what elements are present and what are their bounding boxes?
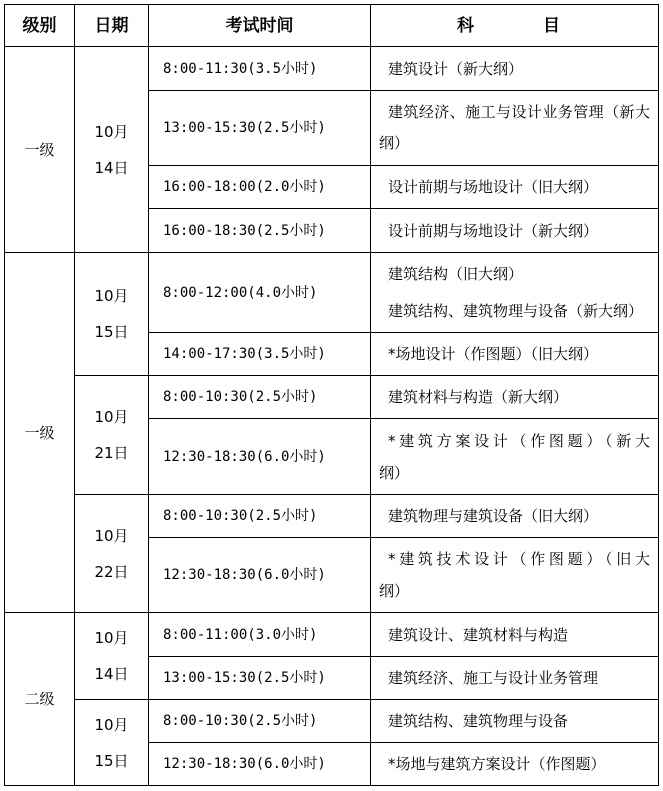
subject-cell bbox=[371, 743, 658, 785]
subject-text-line: 建筑结构、建筑物理与设备（新大纲） bbox=[388, 301, 644, 320]
subject-cell bbox=[371, 253, 658, 332]
date-cell bbox=[75, 47, 148, 252]
subject-text-line: 纲） bbox=[379, 582, 410, 600]
exam-time-cell: 8:00-10:30(2.5小时) bbox=[163, 713, 318, 729]
date-day: 15日 bbox=[94, 751, 129, 770]
header-subject-left: 科 bbox=[457, 15, 474, 36]
table-border-right bbox=[658, 4, 659, 786]
subject-text: 建筑结构、建筑物理与设备 bbox=[388, 712, 569, 730]
exam-time-cell: 8:00-11:30(3.5小时) bbox=[163, 60, 318, 77]
subject-text: 设计前期与场地设计（旧大纲） bbox=[388, 178, 599, 196]
level-cell: 二级 bbox=[24, 690, 55, 708]
subject-cell bbox=[371, 538, 658, 612]
subject-text: 设计前期与场地设计（新大纲） bbox=[388, 221, 599, 240]
subject-cell bbox=[371, 166, 658, 208]
subject-cell bbox=[371, 376, 658, 418]
date-month: 10月 bbox=[94, 408, 129, 426]
date-cell bbox=[75, 613, 148, 699]
subject-cell bbox=[371, 700, 658, 742]
header-subject-right: 目 bbox=[543, 15, 560, 36]
table-border-bottom bbox=[4, 785, 659, 786]
exam-time-cell: 14:00-17:30(3.5小时) bbox=[163, 346, 326, 362]
exam-time-cell: 12:30-18:30(6.0小时) bbox=[163, 448, 326, 465]
level-cell: 一级 bbox=[24, 423, 55, 442]
subject-text: *场地设计（作图题）（旧大纲） bbox=[388, 345, 599, 363]
exam-time-cell: 13:00-15:30(2.5小时) bbox=[163, 670, 326, 686]
subject-text: 建筑材料与构造（新大纲） bbox=[388, 388, 569, 406]
subject-text-line: *建筑方案设计（作图题）（新大 bbox=[388, 431, 650, 450]
subject-cell bbox=[371, 495, 658, 537]
date-month: 10月 bbox=[94, 629, 129, 647]
date-month: 10月 bbox=[94, 287, 129, 305]
date-day: 14日 bbox=[94, 665, 129, 683]
subject-cell bbox=[371, 47, 658, 90]
level-cell: 一级 bbox=[24, 140, 55, 159]
subject-cell bbox=[371, 419, 658, 494]
subject-text-line: 纲） bbox=[379, 134, 410, 152]
date-day: 15日 bbox=[94, 323, 129, 341]
exam-time-cell: 8:00-11:00(3.0小时) bbox=[163, 626, 318, 643]
subject-text: 建筑经济、施工与设计业务管理 bbox=[388, 669, 599, 687]
subject-text: 建筑设计、建筑材料与构造 bbox=[388, 625, 569, 644]
header-date: 日期 bbox=[94, 15, 129, 36]
subject-cell bbox=[371, 91, 658, 165]
exam-time-cell: 8:00-10:30(2.5小时) bbox=[163, 508, 318, 524]
subject-text: 建筑设计（新大纲） bbox=[388, 59, 524, 78]
date-day: 21日 bbox=[94, 444, 129, 462]
date-cell bbox=[75, 700, 148, 785]
date-month: 10月 bbox=[94, 526, 129, 545]
date-day: 14日 bbox=[94, 158, 129, 177]
exam-time-cell: 16:00-18:00(2.0小时) bbox=[163, 179, 326, 195]
exam-time-cell: 16:00-18:30(2.5小时) bbox=[163, 222, 326, 239]
exam-time-cell: 8:00-10:30(2.5小时) bbox=[163, 389, 318, 405]
date-month: 10月 bbox=[94, 715, 129, 734]
exam-time-cell: 13:00-15:30(2.5小时) bbox=[163, 120, 326, 136]
subject-text-line: 建筑结构（旧大纲） bbox=[388, 264, 524, 283]
exam-time-cell: 8:00-12:00(4.0小时) bbox=[163, 284, 318, 301]
date-day: 22日 bbox=[94, 562, 129, 581]
subject-cell bbox=[371, 613, 658, 656]
subject-text: 建筑物理与建筑设备（旧大纲） bbox=[388, 507, 599, 525]
subject-text-line: 建筑经济、施工与设计业务管理（新大 bbox=[388, 103, 650, 121]
header-exam-time: 考试时间 bbox=[225, 15, 294, 36]
exam-time-cell: 12:30-18:30(6.0小时) bbox=[163, 756, 326, 772]
date-cell bbox=[75, 495, 148, 612]
exam-time-cell: 12:30-18:30(6.0小时) bbox=[163, 567, 326, 583]
date-month: 10月 bbox=[94, 122, 129, 141]
date-cell bbox=[75, 376, 148, 494]
subject-cell bbox=[371, 657, 658, 699]
subject-cell bbox=[371, 209, 658, 252]
subject-text-line: 纲） bbox=[379, 463, 410, 482]
header-level: 级别 bbox=[22, 15, 57, 36]
header-subject bbox=[371, 5, 658, 46]
subject-cell bbox=[371, 333, 658, 375]
subject-text: *场地与建筑方案设计（作图题） bbox=[388, 755, 606, 773]
subject-text-line: *建筑技术设计（作图题）（旧大 bbox=[388, 550, 650, 568]
date-cell bbox=[75, 253, 148, 375]
